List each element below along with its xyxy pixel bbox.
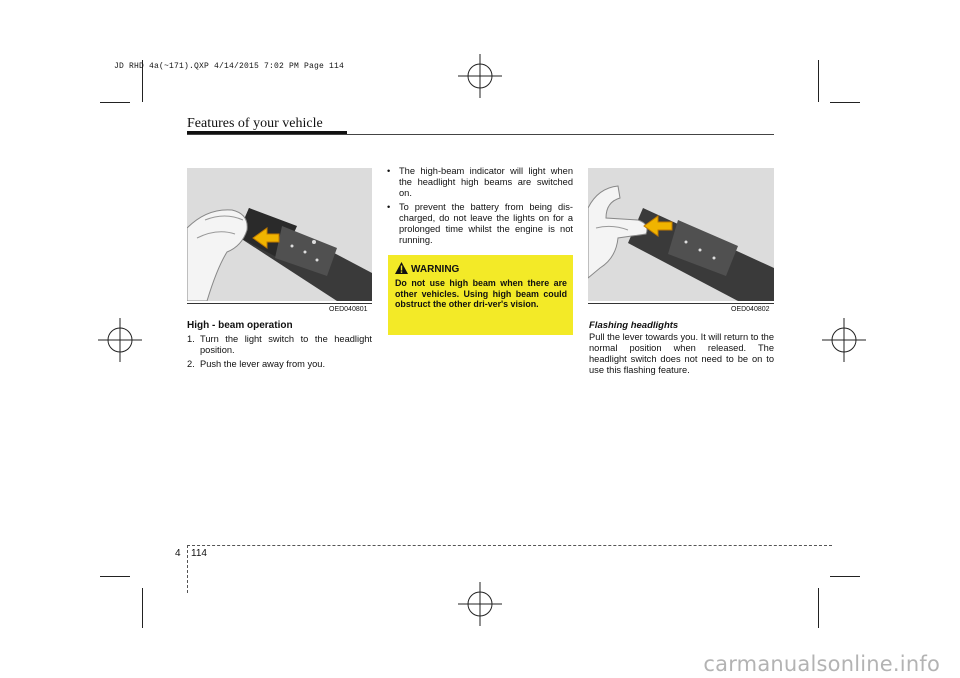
bullet-list bbox=[387, 166, 573, 246]
registration-mark-icon bbox=[458, 582, 502, 626]
page-number: 114 bbox=[191, 548, 207, 559]
step-text: Push the lever away from you. bbox=[200, 359, 326, 369]
step-number: 1. bbox=[187, 334, 195, 344]
bullet-text: The high-beam indicator will light when the headlight high beams are switched on. bbox=[399, 166, 573, 198]
bullet-icon: • bbox=[387, 202, 391, 212]
list-item bbox=[387, 202, 573, 246]
crop-mark bbox=[100, 576, 130, 577]
figure-code: OED040801 bbox=[329, 306, 368, 313]
crop-mark bbox=[142, 588, 143, 628]
print-slug: JD RHD 4a(~171).QXP 4/14/2015 7:02 PM Page 114 bbox=[114, 62, 345, 71]
crop-mark bbox=[100, 102, 130, 103]
crop-mark bbox=[818, 588, 819, 628]
high-beam-illustration bbox=[187, 168, 372, 301]
warning-triangle-icon bbox=[395, 262, 408, 274]
crop-mark bbox=[830, 576, 860, 577]
crop-mark bbox=[830, 102, 860, 103]
crop-mark bbox=[818, 60, 819, 102]
section-number: 4 bbox=[175, 548, 181, 559]
footer-rule bbox=[187, 545, 832, 546]
list-item bbox=[187, 334, 372, 356]
figure-code: OED040802 bbox=[731, 306, 770, 313]
warning-title: WARNING bbox=[411, 264, 460, 275]
footer-divider bbox=[187, 545, 188, 593]
step-number: 2. bbox=[187, 359, 195, 369]
registration-mark-icon bbox=[822, 318, 866, 362]
warning-text: Do not use high beam when there are other vehicles. Using high beam could obstruct the other dri-ver's vision. bbox=[395, 278, 567, 309]
registration-mark-icon bbox=[98, 318, 142, 362]
section-heading: Flashing headlights bbox=[589, 320, 679, 331]
steps-list bbox=[187, 334, 372, 370]
list-item bbox=[187, 359, 372, 370]
body-paragraph bbox=[589, 332, 774, 376]
flashing-headlights-illustration bbox=[588, 168, 774, 301]
paragraph-text: Pull the lever towards you. It will return to the normal position when released. The headlight switch does not need to be on to use this flashing feature. bbox=[589, 332, 774, 375]
figure-rule bbox=[588, 303, 774, 304]
bullet-text: To prevent the battery from being dis-charged, do not leave the lights on for a prolonged time whilst the engine is not running. bbox=[399, 202, 573, 245]
bullet-icon: • bbox=[387, 166, 391, 176]
page-header-title: Features of your vehicle bbox=[187, 116, 323, 131]
header-rule bbox=[187, 134, 774, 135]
figure-rule bbox=[187, 303, 372, 304]
step-text: Turn the light switch to the headlight position. bbox=[200, 334, 372, 355]
watermark: carmanualsonline.info bbox=[703, 652, 940, 676]
registration-mark-icon bbox=[458, 54, 502, 98]
section-heading: High - beam operation bbox=[187, 320, 293, 331]
list-item bbox=[387, 166, 573, 199]
